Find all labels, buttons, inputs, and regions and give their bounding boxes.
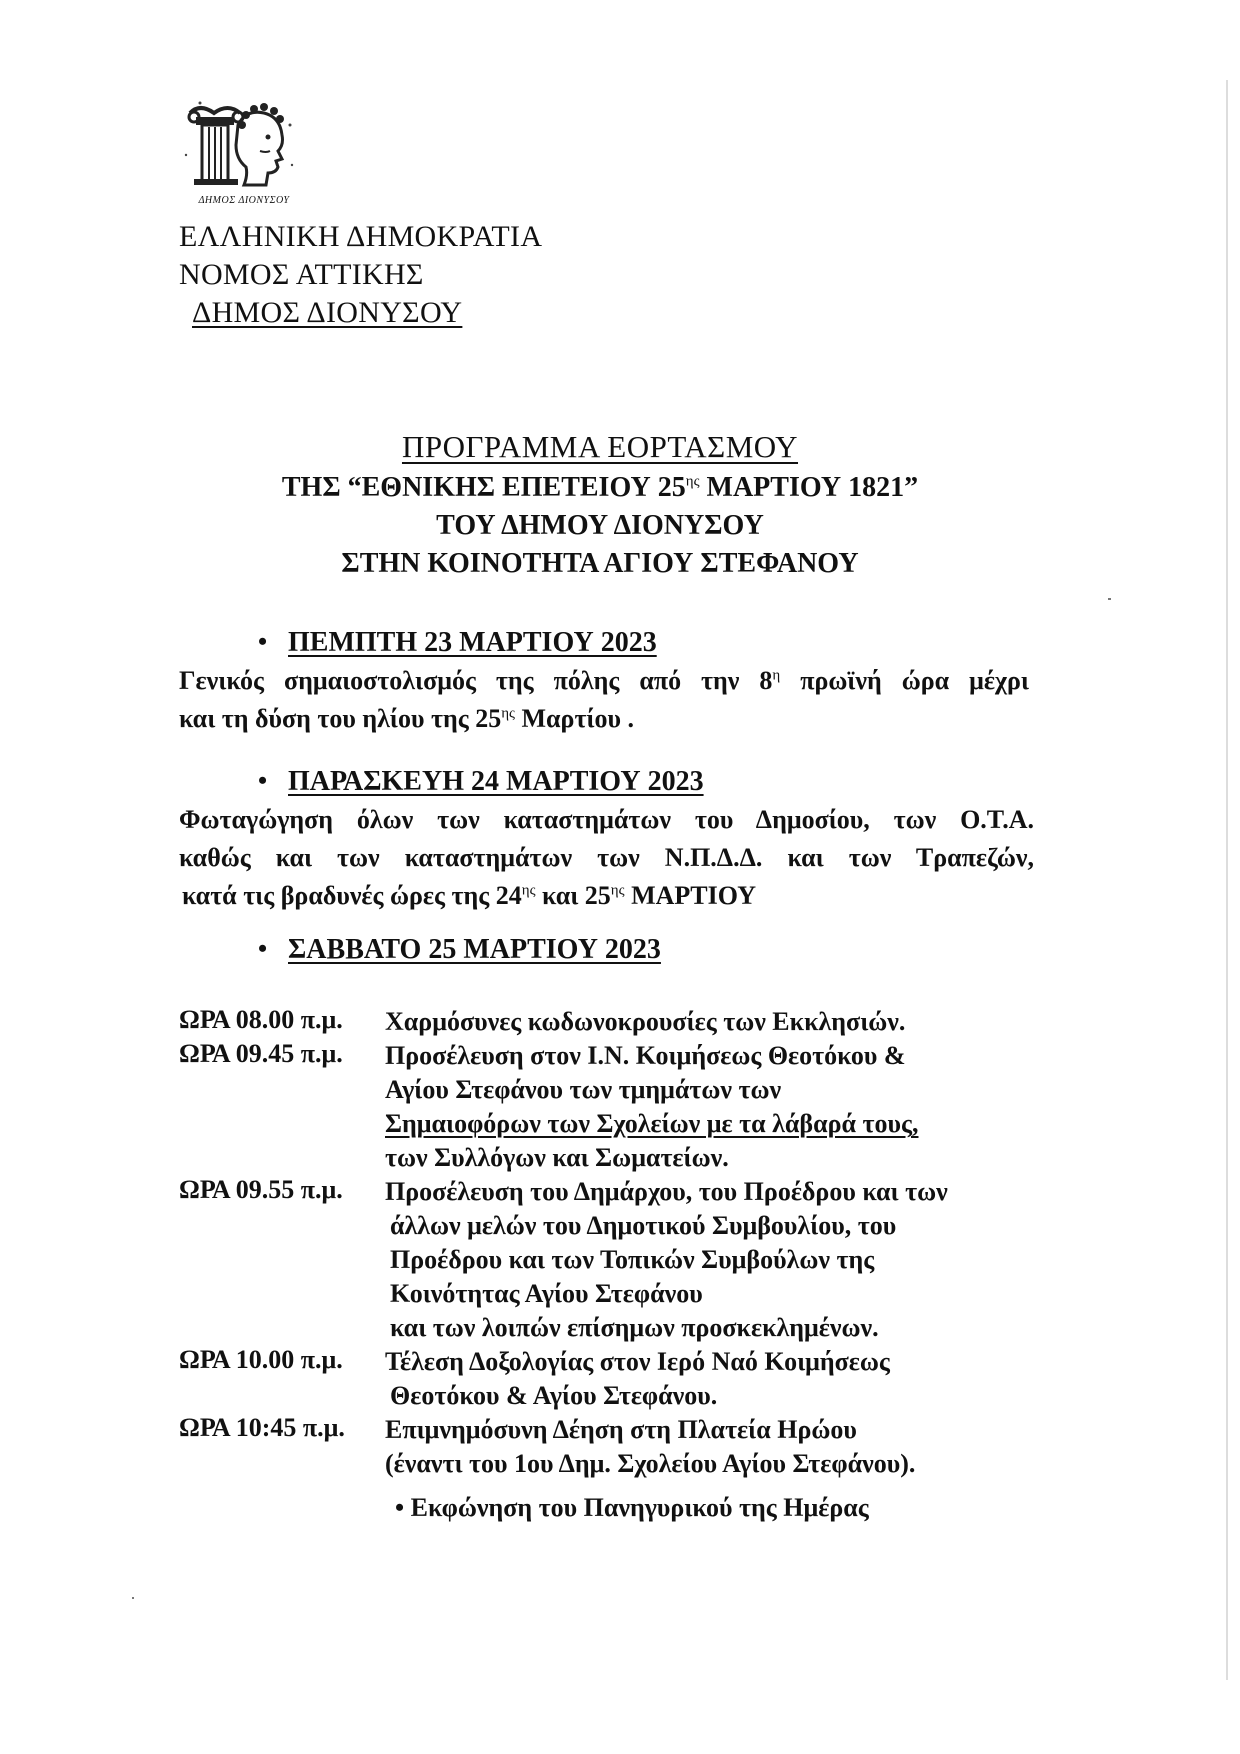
municipal-seal-icon <box>180 95 308 195</box>
schedule-hour: ΩΡΑ 09.45 π.μ. <box>179 1039 343 1068</box>
schedule-hour: ΩΡΑ 08.00 π.μ. <box>179 1005 343 1034</box>
schedule-activity: Προσέλευση στον Ι.Ν. Κοιμήσεως Θεοτόκου & Αγίου Στεφάνου των τμημάτων των Σημαιοφόρων των Σχολείων με τα λάβαρά τους, των Συλλόγων και Σωματείων. <box>385 1041 919 1172</box>
schedule-row <box>179 1175 1059 1345</box>
schedule-activity: Τέλεση Δοξολογίας στον Ιερό Ναό Κοιμήσεως Θεοτόκου & Αγίου Στεφάνου. <box>385 1347 890 1410</box>
title-line-1: ΠΡΟΓΡΑΜΜΑ ΕΟΡΤΑΣΜΟΥ <box>401 429 799 464</box>
header-prefecture: ΝΟΜΟΣ ΑΤΤΙΚΗΣ <box>179 258 424 291</box>
title-line-3: ΤΟΥ ΔΗΜΟΥ ΔΙΟΝΥΣΟΥ <box>436 510 764 541</box>
schedule-row <box>179 1345 1059 1413</box>
schedule-hour: ΩΡΑ 09.55 π.μ. <box>179 1175 343 1204</box>
municipal-logo <box>180 95 308 213</box>
title-line-2: ΤΗΣ “ΕΘΝΙΚΗΣ ΕΠΕΤΕΙΟΥ $25^{\eta\varsigma}$ ΜΑΡΤΙΟΥ 1821” <box>281 472 919 503</box>
header-country: ΕΛΛΗΝΙΚΗ ΔΗΜΟΚΡΑΤΙΑ <box>179 220 543 253</box>
schedule-activity: Προσέλευση του Δημάρχου, του Προέδρου και των άλλων μελών του Δημοτικού Συμβουλίου, του Προέδρου και των Τοπικών Συμβούλων της Κοινότητας Αγίου Στεφάνου και των λοιπών επίσημων προσκεκλημένων. <box>385 1177 948 1342</box>
title-line-4: ΣΤΗΝ ΚΟΙΝΟΤΗΤΑ ΑΓΙΟΥ ΣΤΕΦΑΝΟΥ <box>341 548 859 579</box>
schedule-row <box>179 1005 1059 1039</box>
schedule-activity: Επιμνημόσυνη Δέηση στη Πλατεία Ηρώου (έναντι του 1ου Δημ. Σχολείου Αγίου Στεφάνου). <box>385 1415 916 1478</box>
section-body-friday: Φωταγώγηση όλων των καταστημάτων του Δημοσίου, των Ο.Τ.Α. καθώς και των καταστημάτων των Ν.Π.Δ.Δ. και των Τραπεζών, κατά τις βραδυνές ώρες της $24^{\eta\varsigma}$ και $25^{\eta\varsigma}$ ΜΑΡΤΙΟΥ <box>179 805 1034 910</box>
scan-speck <box>1108 598 1111 600</box>
scan-speck <box>132 1597 134 1599</box>
scan-edge-line <box>1226 80 1228 1680</box>
header-municipality: ΔΗΜΟΣ ΔΙΟΝΥΣΟΥ <box>192 296 463 329</box>
speech-bullet-item: • Εκφώνηση του Πανηγυρικού της Ημέρας <box>395 1493 869 1522</box>
bullet-icon: • <box>258 627 268 656</box>
document-page: ΔΗΜΟΣ ΔΙΟΝΥΣΟΥ ΕΛΛΗΝΙΚΗ ΔΗΜΟΚΡΑΤΙΑ ΝΟΜΟΣ ΑΤΤΙΚΗΣ ΔΗΜΟΣ ΔΙΟΝΥΣΟΥ ΠΡΟΓΡΑΜΜΑ ΕΟΡΤΑΣΜΟΥ ΤΗΣ “ΕΘΝΙΚΗΣ ΕΠΕΤΕΙΟΥ $25^{\eta\varsigma}$ ΜΑΡΤΙΟΥ 1821” ΤΟΥ ΔΗΜΟΥ ΔΙΟΝΥΣΟΥ ΣΤΗΝ ΚΟΙΝΟΤΗΤΑ ΑΓΙΟΥ ΣΤΕΦΑΝΟΥ • ΠΕΜΠΤΗ 23 ΜΑΡΤΙΟΥ 2023 Γενικός σημαιοστολισμός της πόλης από την $8^\eta$ πρωϊνή ώρα μέχρι και τη δύση του ηλίου της $25^{\eta\varsigma}$ Μαρτίου . • ΠΑΡΑΣΚΕΥΗ 24 ΜΑΡΤΙΟΥ 2023 Φωταγώγηση όλων των καταστημάτων του Δημοσίου, των Ο.Τ.Α. καθώς και των καταστημάτων των Ν.Π.Δ.Δ. και των Τραπεζών, κατά τις βραδυνές ώρες της $24^{\eta\varsigma}$ και $25^{\eta\varsigma}$ ΜΑΡΤΙΟΥ • ΣΑΒΒΑΤΟ 25 ΜΑΡΤΙΟΥ 2023 ΩΡΑ 08.00 π.μ. Χαρμόσυνες κωδωνοκρουσίες των Εκκλησιών. ΩΡΑ 09.45 π.μ. Προσέλευση στον Ι.Ν. Κοιμήσεως Θεοτόκου & Αγίου Στεφάνου των τμημάτων των Σημαιοφόρων των Σχολείων με τα λάβαρά τους, των Συλλόγων και Σωματείων. ΩΡΑ 09.55 π.μ. Προσέλευση του Δημάρχου, του Προέδρου και των άλλων μελών του Δημοτικού Συμβουλίου, του Προέδρου και των Τοπικών Συμβούλων της Κοινότητας Αγίου Στεφάνου και των λοιπών επίσημων προσκεκλημένων. ΩΡΑ 10.00 π.μ. Τέλεση Δοξολογίας στον Ιερό Ναό Κοιμήσεως Θεοτόκου & Αγίου Στεφάνου. ΩΡΑ 10:45 π.μ. Επιμνημόσυνη Δέηση στη Πλατεία Ηρώου (έναντι του 1ου Δημ. Σχολείου Αγίου Στεφάνου). • Εκφώνηση του Πανηγυρικού της Ημέρας <box>0 0 1240 1754</box>
schedule-hour: ΩΡΑ 10:45 π.μ. <box>179 1413 345 1442</box>
schedule-activity: Χαρμόσυνες κωδωνοκρουσίες των Εκκλησιών. <box>385 1007 906 1036</box>
schedule-list <box>179 1005 1059 1481</box>
title-block <box>0 425 1200 583</box>
schedule-row <box>179 1413 1059 1481</box>
schedule-hour: ΩΡΑ 10.00 π.μ. <box>179 1345 343 1374</box>
logo-caption: ΔΗΜΟΣ ΔΙΟΝΥΣΟΥ <box>198 195 290 206</box>
bullet-icon: • <box>258 934 268 963</box>
bullet-icon: • <box>258 766 268 795</box>
section-body-thursday: Γενικός σημαιοστολισμός της πόλης από την $8^\eta$ πρωϊνή ώρα μέχρι και τη δύση του ηλίου της $25^{\eta\varsigma}$ Μαρτίου . <box>179 666 1029 733</box>
schedule-row <box>179 1039 1059 1175</box>
